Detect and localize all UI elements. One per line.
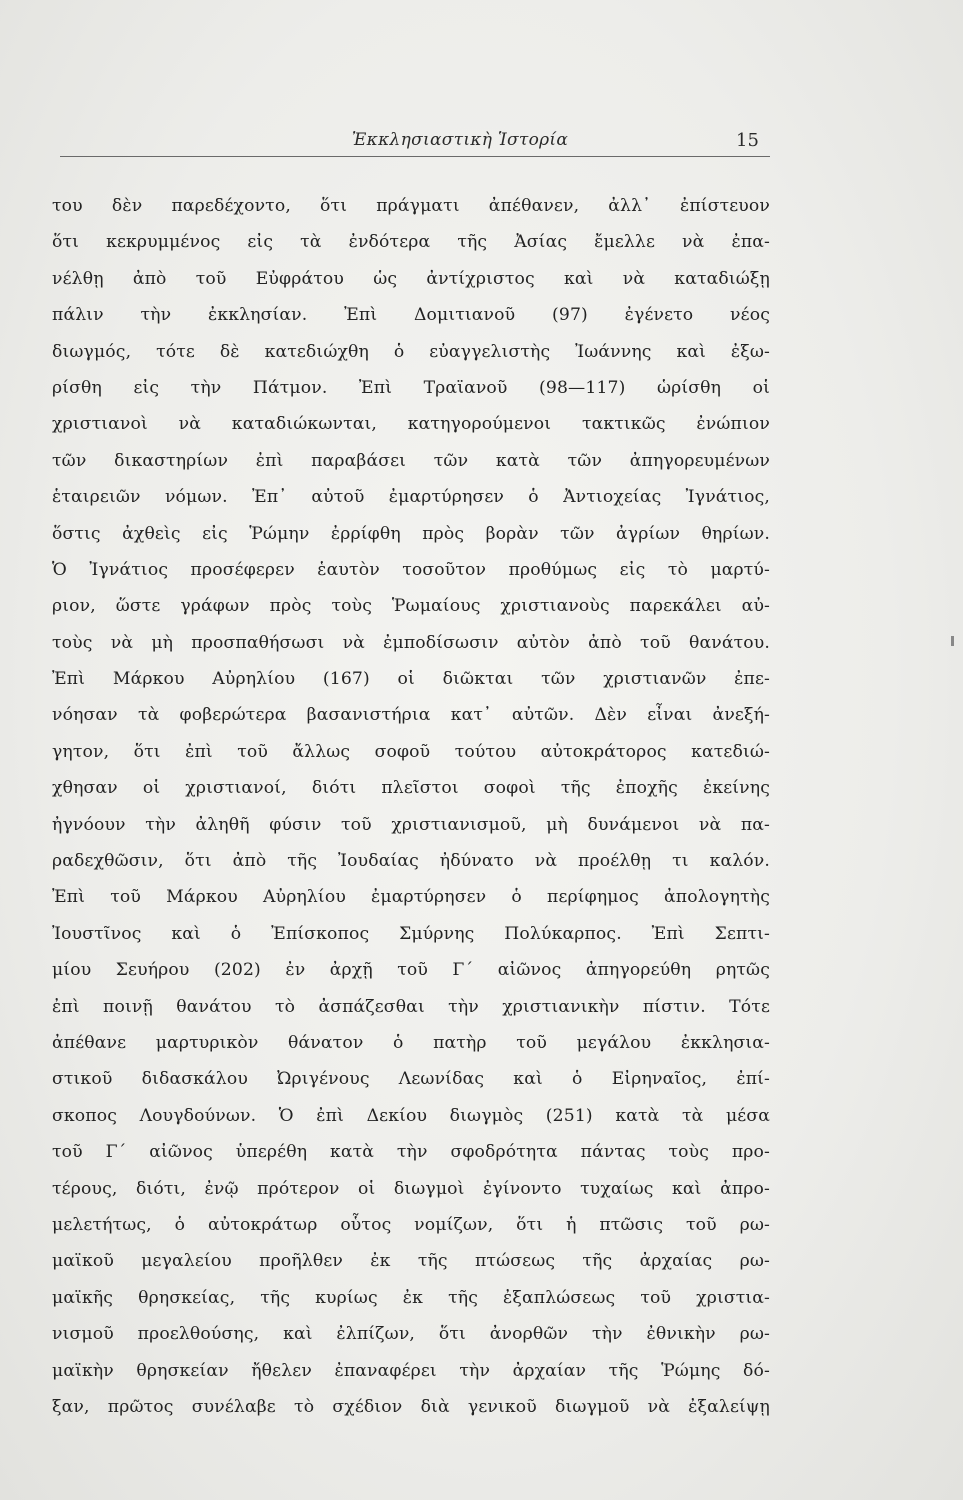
running-head (0, 128, 963, 158)
text-line: τοῦ Γ´ αἰῶνος ὑπερέθη κατὰ τὴν σφοδρότητα πάντας τοὺς προ- (52, 1142, 770, 1163)
text-line: σκοπος Λουγδούνων. Ὁ ἐπὶ Δεκίου διωγμὸς (251) κατὰ τὰ μέσα (52, 1105, 770, 1126)
text-line: μαϊκοῦ μεγαλείου προῆλθεν ἐκ τῆς πτώσεως τῆς ἀρχαίας ρω- (52, 1251, 770, 1272)
text-line: μαϊκὴν θρησκείαν ἤθελεν ἐπαναφέρει τὴν ἀρχαίαν τῆς Ῥώμης δό- (52, 1360, 770, 1381)
text-line: στικοῦ διδασκάλου Ὠριγένους Λεωνίδας καὶ ὁ Εἰρηναῖος, ἐπί- (52, 1069, 770, 1090)
text-line: ἀπέθανε μαρτυρικὸν θάνατον ὁ πατὴρ τοῦ μεγάλου ἐκκλησια- (52, 1032, 770, 1053)
text-line: ξαν, πρῶτος συνέλαβε τὸ σχέδιον διὰ γενικοῦ διωγμοῦ νὰ ἐξαλείψῃ (52, 1396, 770, 1417)
text-line: διωγμός, τότε δὲ κατεδιώχθη ὁ εὐαγγελιστὴς Ἰωάννης καὶ ἐξω- (52, 341, 770, 362)
text-line: χριστιανοὶ νὰ καταδιώκωνται, κατηγορούμενοι τακτικῶς ἐνώπιον (52, 414, 770, 435)
text-line: ριον, ὥστε γράφων πρὸς τοὺς Ῥωμαίους χριστιανοὺς παρεκάλει αὐ- (52, 596, 770, 617)
margin-mark (951, 636, 954, 646)
page-number: 15 (736, 130, 759, 151)
text-line: ἑταιρειῶν νόμων. Ἐπ᾽ αὐτοῦ ἐμαρτύρησεν ὁ Ἀντιοχείας Ἰγνάτιος, (52, 487, 770, 508)
text-line: ραδεχθῶσιν, ὅτι ἀπὸ τῆς Ἰουδαίας ἠδύνατο νὰ προέλθῃ τι καλόν. (52, 851, 770, 872)
text-line: τοὺς νὰ μὴ προσπαθήσωσι νὰ ἐμποδίσωσιν αὐτὸν ἀπὸ τοῦ θανάτου. (52, 632, 770, 653)
text-line: νέλθῃ ἀπὸ τοῦ Εὐφράτου ὡς ἀντίχριστος καὶ νὰ καταδιώξῃ (52, 268, 770, 289)
text-line: ὅτι κεκρυμμένος εἰς τὰ ἐνδότερα τῆς Ἀσίας ἔμελλε νὰ ἐπα- (52, 232, 770, 253)
text-line: ὅστις ἀχθεὶς εἰς Ῥώμην ἐρρίφθη πρὸς βορὰν τῶν ἀγρίων θηρίων. (52, 523, 770, 544)
text-line: νισμοῦ προελθούσης, καὶ ἐλπίζων, ὅτι ἀνορθῶν τὴν ἐθνικὴν ρω- (52, 1324, 770, 1345)
running-title: Ἐκκλησιαστικὴ Ἱστορία (351, 130, 569, 150)
body-text (52, 188, 770, 1425)
text-line: Ἐπὶ Μάρκου Αὐρηλίου (167) οἱ διῶκται τῶν χριστιανῶν ἐπε- (52, 669, 770, 690)
text-line: Ὁ Ἰγνάτιος προσέφερεν ἑαυτὸν τοσοῦτον προθύμως εἰς τὸ μαρτύ- (52, 559, 770, 580)
text-line: Ἐπὶ τοῦ Μάρκου Αὐρηλίου ἐμαρτύρησεν ὁ περίφημος ἀπολογητὴς (52, 887, 770, 908)
text-line: νόησαν τὰ φοβερώτερα βασανιστήρια κατ᾽ αὐτῶν. Δὲν εἶναι ἀνεξή- (52, 705, 770, 726)
text-line: τέρους, διότι, ἐνῷ πρότερον οἱ διωγμοὶ ἐγίνοντο τυχαίως καὶ ἀπρο- (52, 1178, 770, 1199)
header-rule (60, 156, 770, 157)
text-line: του δὲν παρεδέχοντο, ὅτι πράγματι ἀπέθανεν, ἀλλ᾽ ἐπίστευον (52, 196, 770, 216)
text-line: μελετήτως, ὁ αὐτοκράτωρ οὗτος νομίζων, ὅτι ἡ πτῶσις τοῦ ρω- (52, 1214, 770, 1235)
text-line: γητον, ὅτι ἐπὶ τοῦ ἄλλως σοφοῦ τούτου αὐτοκράτορος κατεδιώ- (52, 741, 770, 762)
text-line: ἠγνόουν τὴν ἀληθῆ φύσιν τοῦ χριστιανισμοῦ, μὴ δυνάμενοι νὰ πα- (52, 814, 770, 835)
text-line: ἐπὶ ποινῇ θανάτου τὸ ἀσπάζεσθαι τὴν χριστιανικὴν πίστιν. Τότε (52, 996, 770, 1017)
text-line: πάλιν τὴν ἐκκλησίαν. Ἐπὶ Δομιτιανοῦ (97) ἐγένετο νέος (52, 305, 770, 326)
text-line: τῶν δικαστηρίων ἐπὶ παραβάσει τῶν κατὰ τῶν ἀπηγορευμένων (52, 450, 770, 471)
text-line: χθησαν οἱ χριστιανοί, διότι πλεῖστοι σοφοὶ τῆς ἐποχῆς ἐκείνης (52, 778, 770, 799)
text-line: ρίσθη εἰς τὴν Πάτμον. Ἐπὶ Τραϊανοῦ (98—117) ὡρίσθη οἱ (52, 377, 770, 398)
text-line: Ἰουστῖνος καὶ ὁ Ἐπίσκοπος Σμύρνης Πολύκαρπος. Ἐπὶ Σεπτι- (52, 923, 770, 944)
text-line: μαϊκῆς θρησκείας, τῆς κυρίως ἐκ τῆς ἐξαπλώσεως τοῦ χριστια- (52, 1287, 770, 1308)
text-line: μίου Σευήρου (202) ἐν ἀρχῇ τοῦ Γ´ αἰῶνος ἀπηγορεύθη ρητῶς (52, 960, 770, 981)
